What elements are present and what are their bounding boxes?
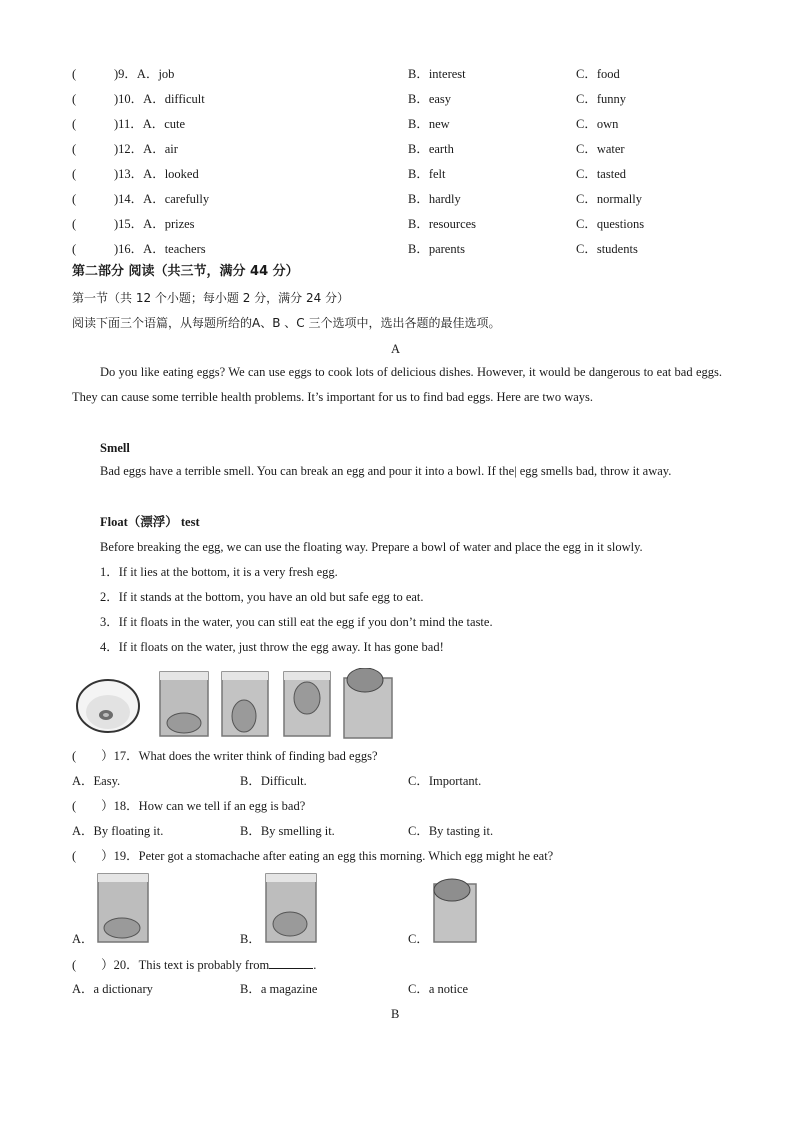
float-heading: Float（漂浮） test [100, 515, 200, 529]
section-subtitle: 第一节（共 12 个小题；每小题 2 分，满分 24 分） [72, 291, 350, 305]
question-stem: ）17．What does the writer think of finding bad eggs? [101, 749, 378, 763]
vocab-option-c[interactable]: C．normally [576, 192, 642, 206]
q19-glass-b-image [264, 872, 318, 944]
q19-glass-a-image [96, 872, 150, 944]
q18-option-b[interactable]: B．By smelling it. [240, 824, 335, 838]
answer-paren[interactable]: ( [72, 217, 102, 231]
vocab-option-a[interactable]: )10．A．difficult [114, 92, 205, 106]
vocab-option-c[interactable]: C．students [576, 242, 638, 256]
q17-option-a[interactable]: A．Easy. [72, 774, 121, 788]
vocab-option-b[interactable]: B．resources [408, 217, 477, 231]
answer-paren[interactable]: ( [72, 958, 102, 972]
q19 [72, 848, 553, 864]
q19-option-a[interactable]: A． [72, 932, 94, 946]
vocab-option-a[interactable]: )15．A．prizes [114, 217, 195, 231]
vocab-option-a[interactable]: )14．A．carefully [114, 192, 210, 206]
q18 [72, 798, 305, 814]
vocab-option-c[interactable]: C．water [576, 142, 625, 156]
answer-paren[interactable]: ( [72, 192, 102, 206]
q20-option-c[interactable]: C．a notice [408, 982, 469, 996]
vocab-option-b[interactable]: B．easy [408, 92, 452, 106]
q19-glass-c-image [430, 876, 480, 944]
vocab-option-c[interactable]: C．funny [576, 92, 627, 106]
answer-paren[interactable]: ( [72, 749, 102, 763]
answer-paren[interactable]: ( [72, 849, 102, 863]
passage-intro: Do you like eating eggs? We can use eggs to cook lots of delicious dishes. However, it would be dangerous to eat bad eggs. They can cause some terrible health problems. It’s important for us to find bad eggs. Here are two ways. [72, 365, 722, 404]
vocab-option-b[interactable]: B．earth [408, 142, 454, 156]
vocab-option-b[interactable]: B．parents [408, 242, 465, 256]
vocab-option-a[interactable]: )16．A．teachers [114, 242, 206, 256]
answer-paren[interactable]: ( [72, 67, 102, 81]
vocab-option-c[interactable]: C．food [576, 67, 620, 81]
answer-paren[interactable]: ( [72, 117, 102, 131]
answer-paren[interactable]: ( [72, 242, 102, 256]
vocab-option-b[interactable]: B．felt [408, 167, 446, 181]
passage-letter: A [391, 342, 401, 356]
vocab-option-b[interactable]: B．new [408, 117, 450, 131]
q18-option-a[interactable]: A．By floating it. [72, 824, 164, 838]
float-step: 1．If it lies at the bottom, it is a very fresh egg. [100, 565, 338, 579]
question-stem: ）19．Peter got a stomachache after eating an egg this morning. Which egg might he eat? [101, 849, 554, 863]
next-passage-letter: B [391, 1007, 400, 1021]
question-stem: ）20．This text is probably from [101, 958, 270, 972]
float-text: Before breaking the egg, we can use the floating way. Prepare a bowl of water and place the egg in it slowly. [100, 540, 643, 554]
vocab-option-a[interactable]: )13．A．looked [114, 167, 199, 181]
float-step: 4．If it floats on the water, just throw the egg away. It has gone bad! [100, 640, 444, 654]
q17-option-c[interactable]: C．Important. [408, 774, 482, 788]
q17-option-b[interactable]: B．Difficult. [240, 774, 307, 788]
glass-egg-floating-in-image [284, 672, 330, 736]
vocab-option-a[interactable]: )9．A．job [114, 67, 175, 81]
answer-paren[interactable]: ( [72, 799, 102, 813]
section-instruction: 阅读下面三个语篇，从每题所给的A、B 、C 三个选项中，选出各题的最佳选项。 [72, 316, 501, 330]
question-stem: ）18．How can we tell if an egg is bad? [101, 799, 306, 813]
smell-text: Bad eggs have a terrible smell. You can break an egg and pour it into a bowl. If the| egg smells bad, throw it away. [100, 464, 672, 478]
float-step: 3．If it floats in the water, you can still eat the egg if you don’t mind the taste. [100, 615, 493, 629]
smell-heading: Smell [100, 441, 130, 455]
glass-egg-floating-on-image [344, 668, 392, 738]
egg-test-illustration [74, 668, 394, 740]
answer-paren[interactable]: ( [72, 142, 102, 156]
answer-paren[interactable]: ( [72, 92, 102, 106]
q17 [72, 748, 378, 764]
section-title: 第二部分 阅读（共三节，满分 44 分） [72, 264, 299, 279]
q20-option-a[interactable]: A．a dictionary [72, 982, 153, 996]
answer-paren[interactable]: ( [72, 167, 102, 181]
q19-option-b[interactable]: B． [240, 932, 261, 946]
vocab-option-b[interactable]: B．hardly [408, 192, 461, 206]
float-step: 2．If it stands at the bottom, you have an old but safe egg to eat. [100, 590, 424, 604]
glass-egg-lying-image [160, 672, 208, 736]
vocab-option-c[interactable]: C．own [576, 117, 619, 131]
q19-option-c[interactable]: C． [408, 932, 429, 946]
vocab-option-b[interactable]: B．interest [408, 67, 466, 81]
vocab-option-c[interactable]: C．tasted [576, 167, 626, 181]
vocab-option-c[interactable]: C．questions [576, 217, 645, 231]
q20-option-b[interactable]: B．a magazine [240, 982, 318, 996]
q20: ( ）20．This text is probably from . [72, 958, 317, 972]
vocab-option-a[interactable]: )12．A．air [114, 142, 178, 156]
bowl-with-egg-image [77, 680, 139, 732]
vocab-option-a[interactable]: )11．A．cute [114, 117, 186, 131]
q18-option-c[interactable]: C．By tasting it. [408, 824, 494, 838]
glass-egg-standing-image [222, 672, 268, 736]
answer-blank[interactable] [269, 956, 313, 969]
